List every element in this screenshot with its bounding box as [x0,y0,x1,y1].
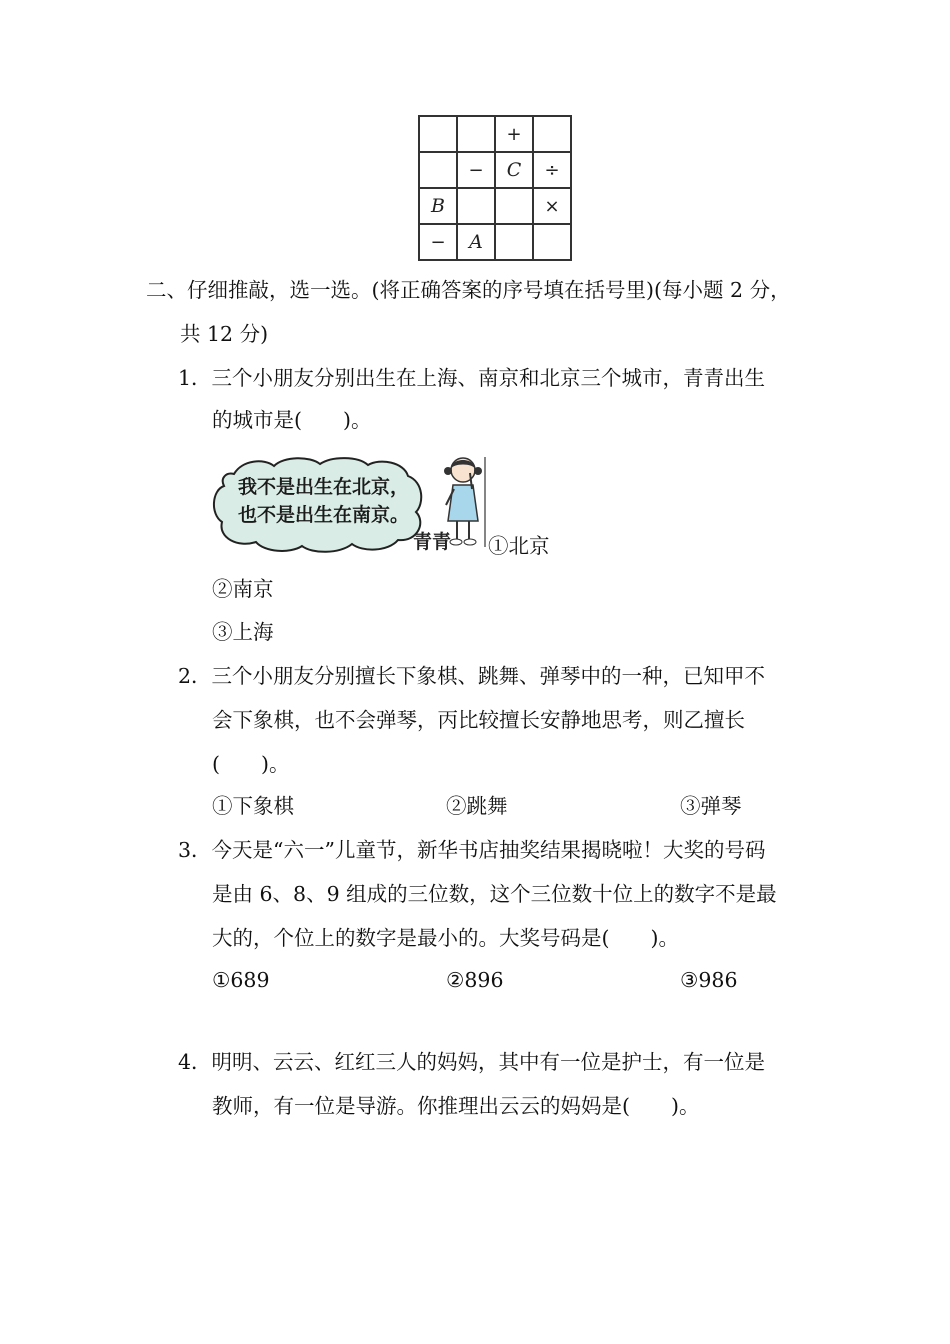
q1-option: ③上海 [212,620,274,644]
q1-option: ②南京 [212,577,274,601]
grid-cell [495,188,533,224]
grid-row [419,224,571,260]
grid-cell: ÷ [533,152,571,188]
grid-cell: B [419,188,457,224]
speech-line: 我不是出生在北京， [238,476,410,498]
q1-option: ①北京 [488,534,550,558]
grid-cell [495,224,533,260]
grid-cell: × [533,188,571,224]
grid-cell: − [419,224,457,260]
q3-text-cont: 大的，个位上的数字是最小的。大奖号码是( )。 [212,926,679,950]
q2-option: ②跳舞 [446,794,508,818]
grid-cell: − [457,152,495,188]
grid-cell: + [495,116,533,152]
q1-text-cont: 的城市是( )。 [212,408,372,432]
q3-option: ①689 [212,968,270,992]
q1-text: 1．三个小朋友分别出生在上海、南京和北京三个城市，青青出生 [178,366,766,390]
grid-cell [419,152,457,188]
q3-option: ②896 [446,968,504,992]
q2-option: ①下象棋 [212,794,294,818]
q3-text: 3．今天是“六一”儿童节，新华书店抽奖结果揭晓啦！大奖的号码 [178,838,766,862]
grid-cell [419,116,457,152]
q3-option: ③986 [680,968,738,992]
q2-option: ③弹琴 [680,794,742,818]
grid-cell [457,188,495,224]
grid-row [419,188,571,224]
grid-cell [533,224,571,260]
section-title-cont: 共 12 分) [180,322,269,346]
grid-cell: A [457,224,495,260]
speaker-label: 青青 [413,531,452,553]
grid-row [419,152,571,188]
q2-text-cont: ( )。 [212,752,290,776]
q3-text-cont: 是由 6、8、9 组成的三位数，这个三位数十位上的数字不是最 [212,882,777,906]
q2-text-cont: 会下象棋，也不会弹琴，丙比较擅长安静地思考，则乙擅长 [212,708,745,732]
section-title: 二、仔细推敲，选一选。(将正确答案的序号填在括号里)(每小题 2 分， [146,278,791,302]
q2-text: 2．三个小朋友分别擅长下象棋、跳舞、弹琴中的一种，已知甲不 [178,664,766,688]
grid-cell [533,116,571,152]
q4-text-cont: 教师，有一位是导游。你推理出云云的妈妈是( )。 [212,1094,700,1118]
grid-row [419,116,571,152]
q4-text: 4．明明、云云、红红三人的妈妈，其中有一位是护士，有一位是 [178,1050,766,1074]
speech-line: 也不是出生在南京。 [238,504,410,526]
grid-cell [457,116,495,152]
symbol-grid [418,115,572,261]
grid-cell: C [495,152,533,188]
